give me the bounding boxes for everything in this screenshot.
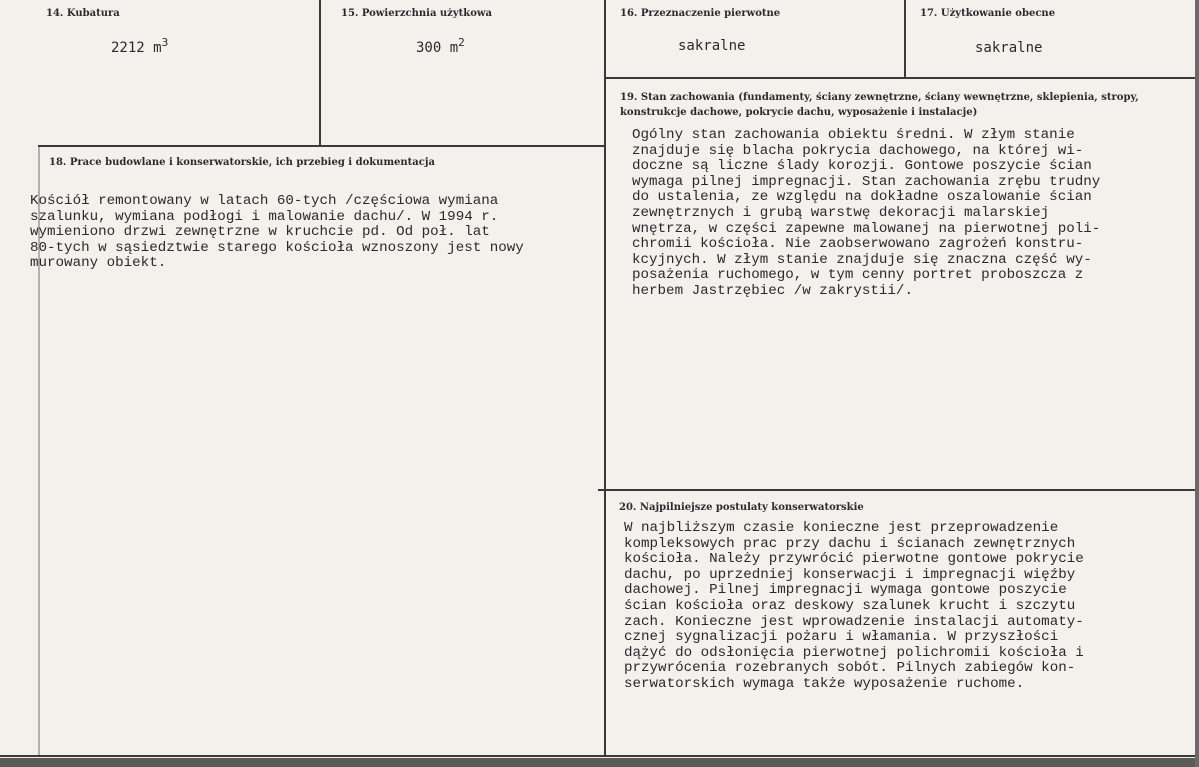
divider-16-17 xyxy=(904,0,906,78)
field-18-text: Kościół remontowany w latach 60-tych /częściowa wymiana szalunku, wymiana podłogi i malowanie dachu/. W 1994 r. wymieniono drzwi zewnętrzne w kruchcie pd. Od poł. lat 80-tych w sąsiedztwie starego kościoła wznoszony jest nowy murowany obiekt. xyxy=(30,193,524,272)
field-14-unit-exponent: 3 xyxy=(161,36,169,49)
divider-19-20 xyxy=(598,489,1196,491)
field-15-label: 15. Powierzchnia użytkowa xyxy=(341,8,492,19)
divider-15-16 xyxy=(604,0,606,755)
field-17-label: 17. Użytkowanie obecne xyxy=(920,8,1056,19)
field-19-text: Ogólny stan zachowania obiektu średni. W złym stanie znajduje się blacha pokrycia dachowego, na której wi- doczne są liczne ślady korozji. Gontowe poszycie ścian wymaga pilnej impregnacji. Stan zachowania zrębu trudny do ustalenia, ze względu na dokładne oszalowanie ścian zewnętrznych i grubą warstwę dekoracji malarskiej wnętrza, w części zapewne malowanej na pierwotnej poli- chromii kościoła. Nie zaobserwowano zagrożeń konstru- kcyjnych. W złym stanie znajduje się znaczna część wy- posażenia ruchomego, w tym cenny portret proboszcza z herbem Jastrzębiec /w zakrystii/. xyxy=(632,127,1101,299)
field-18-label: 18. Prace budowlane i konserwatorskie, ich przebieg i dokumentacja xyxy=(49,157,435,168)
field-19-label: 19. Stan zachowania (fundamenty, ściany zewnętrzne, ściany wewnętrzne, sklepienia, stropy, konstrukcje dachowe, pokrycie dachu, wyposażenie i instalacje) xyxy=(620,92,1139,118)
divider-14-15 xyxy=(319,0,321,146)
field-20-label: 20. Najpilniejsze postulaty konserwatorskie xyxy=(619,502,864,513)
divider-row1-right xyxy=(604,77,1196,79)
field-14-value xyxy=(111,36,168,56)
field-17-value: sakralne xyxy=(975,40,1043,56)
field-15-number: 300 m xyxy=(416,40,459,56)
field-16-value: sakralne xyxy=(678,38,746,54)
divider-row1-left xyxy=(38,145,606,147)
field-14-number: 2212 m xyxy=(111,40,162,56)
bottom-border xyxy=(0,755,1196,757)
field-15-unit-exponent: 2 xyxy=(458,36,465,49)
field-15-value xyxy=(416,36,465,56)
scan-edge-right xyxy=(1195,0,1199,767)
field-14-label: 14. Kubatura xyxy=(46,8,120,19)
scan-edge-bottom xyxy=(0,758,1199,767)
field-16-label: 16. Przeznaczenie pierwotne xyxy=(620,8,781,19)
field-20-text: W najbliższym czasie konieczne jest przeprowadzenie kompleksowych prac przy dachu i ścianach zewnętrznych kościoła. Należy przywrócić pierwotne gontowe pokrycie dachu, po uprzedniej konserwacji i impregnacji więźby dachowej. Pilnej impregnacji wymaga gontowe poszycie ścian kościoła oraz deskowy szalunek krucht i szczytu zach. Konieczne jest wprowadzenie instalacji automaty- cznej sygnalizacji pożaru i włamania. W przyszłości dążyć do odsłonięcia pierwotnej polichromii kościoła i przywrócenia rozebranych sobót. Pilnych zabiegów kon- serwatorskich wymaga także wyposażenie ruchome. xyxy=(624,520,1084,692)
